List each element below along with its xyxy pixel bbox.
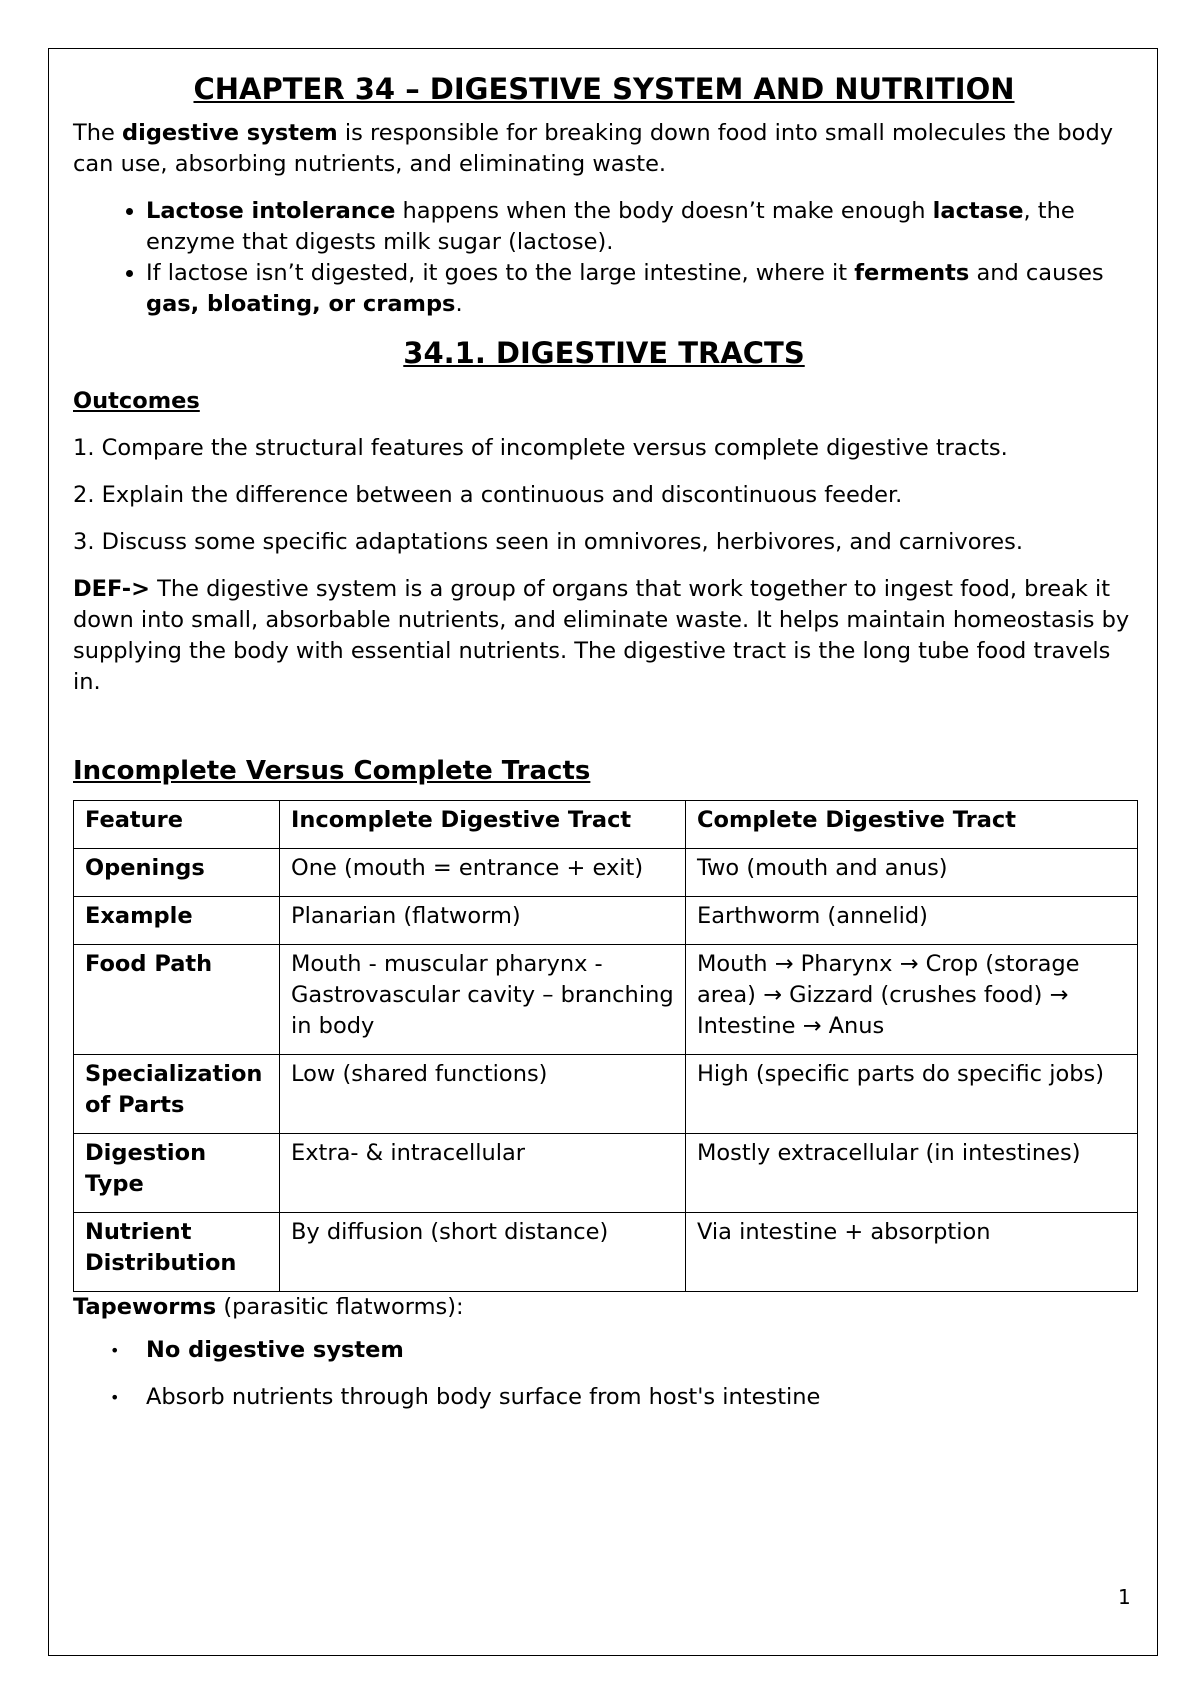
document-body (73, 70, 1135, 1429)
cell-incomplete: Mouth - muscular pharynx - Gastrovascular cavity – branching in body (280, 945, 686, 1055)
row-feature: Example (74, 897, 280, 945)
tapeworms-bold: Tapeworms (73, 1294, 217, 1320)
tapeworms-intro (73, 1292, 1135, 1323)
row-feature: Specialization of Parts (74, 1055, 280, 1134)
table-row (74, 1055, 1138, 1134)
intro-pre: The (73, 120, 122, 146)
table-row (74, 945, 1138, 1055)
row-feature: Food Path (74, 945, 280, 1055)
cell-complete: Mostly extracellular (in intestines) (686, 1134, 1138, 1213)
bullet-bold: Lactose intolerance (146, 198, 396, 224)
cell-incomplete: Extra- & intracellular (280, 1134, 686, 1213)
bullet-text: If lactose isn’t digested, it goes to the large intestine, where it (146, 260, 855, 286)
row-feature: Openings (74, 849, 280, 897)
table-header-row (74, 801, 1138, 849)
bullet-bold: lactase (932, 198, 1024, 224)
outcome-item: 3. Discuss some specific adaptations seen in omnivores, herbivores, and carnivores. (73, 529, 1023, 555)
tapeworm-bullets (73, 1335, 1135, 1413)
definition-text: The digestive system is a group of organs that work together to ingest food, break it down into small, absorbable nutrients, and eliminate waste. It helps maintain homeostasis by supplying the body with essential nutrients. The digestive tract is the long tube food travels in. (73, 576, 1130, 695)
intro-post: is responsible for breaking down food into small molecules the body can use, absorbing nutrients, and eliminating waste. (73, 120, 1114, 177)
definition-paragraph (73, 574, 1135, 698)
chapter-title: CHAPTER 34 – DIGESTIVE SYSTEM AND NUTRITION (193, 72, 1015, 106)
cell-incomplete: One (mouth = entrance + exit) (280, 849, 686, 897)
intro-paragraph (73, 118, 1135, 180)
list-item (146, 1382, 1135, 1413)
lactose-bullets (73, 196, 1135, 320)
tapeworm-item: Absorb nutrients through body surface from host's intestine (146, 1384, 821, 1410)
intro-bold: digestive system (122, 120, 338, 146)
row-feature: Nutrient Distribution (74, 1213, 280, 1292)
definition-label: DEF-> (73, 576, 150, 602)
page-number: 1 (1118, 1585, 1131, 1609)
tapeworm-item: No digestive system (146, 1337, 404, 1363)
outcomes-heading: Outcomes (73, 388, 200, 414)
cell-complete: Two (mouth and anus) (686, 849, 1138, 897)
table-row (74, 1134, 1138, 1213)
outcome-item: 2. Explain the difference between a continuous and discontinuous feeder. (73, 482, 903, 508)
table-row (74, 849, 1138, 897)
bullet-bold: gas, bloating, or cramps (146, 291, 456, 317)
table-row (74, 1213, 1138, 1292)
bullet-text: . (455, 291, 463, 317)
outcome-item: 1. Compare the structural features of incomplete versus complete digestive tracts. (73, 435, 1008, 461)
comparison-table (73, 800, 1138, 1292)
cell-complete: Earthworm (annelid) (686, 897, 1138, 945)
cell-incomplete: Low (shared functions) (280, 1055, 686, 1134)
cell-incomplete: By diffusion (short distance) (280, 1213, 686, 1292)
bullet-bold: ferments (854, 260, 970, 286)
bullet-text: , the enzyme that digests milk sugar (lactose). (146, 198, 1075, 255)
table-title: Incomplete Versus Complete Tracts (73, 756, 591, 786)
cell-complete: High (specific parts do specific jobs) (686, 1055, 1138, 1134)
tapeworms-text: (parasitic flatworms): (216, 1294, 464, 1320)
bullet-item (146, 196, 1135, 258)
section-title: 34.1. DIGESTIVE TRACTS (403, 336, 805, 370)
column-header: Complete Digestive Tract (686, 801, 1138, 849)
cell-complete: Via intestine + absorption (686, 1213, 1138, 1292)
cell-incomplete: Planarian (flatworm) (280, 897, 686, 945)
bullet-text: and causes (969, 260, 1104, 286)
list-item (146, 1335, 1135, 1366)
table-row (74, 897, 1138, 945)
column-header: Incomplete Digestive Tract (280, 801, 686, 849)
cell-complete: Mouth → Pharynx → Crop (storage area) → Gizzard (crushes food) → Intestine → Anus (686, 945, 1138, 1055)
bullet-text: happens when the body doesn’t make enough (395, 198, 933, 224)
row-feature: Digestion Type (74, 1134, 280, 1213)
bullet-item (146, 258, 1135, 320)
column-header: Feature (74, 801, 280, 849)
